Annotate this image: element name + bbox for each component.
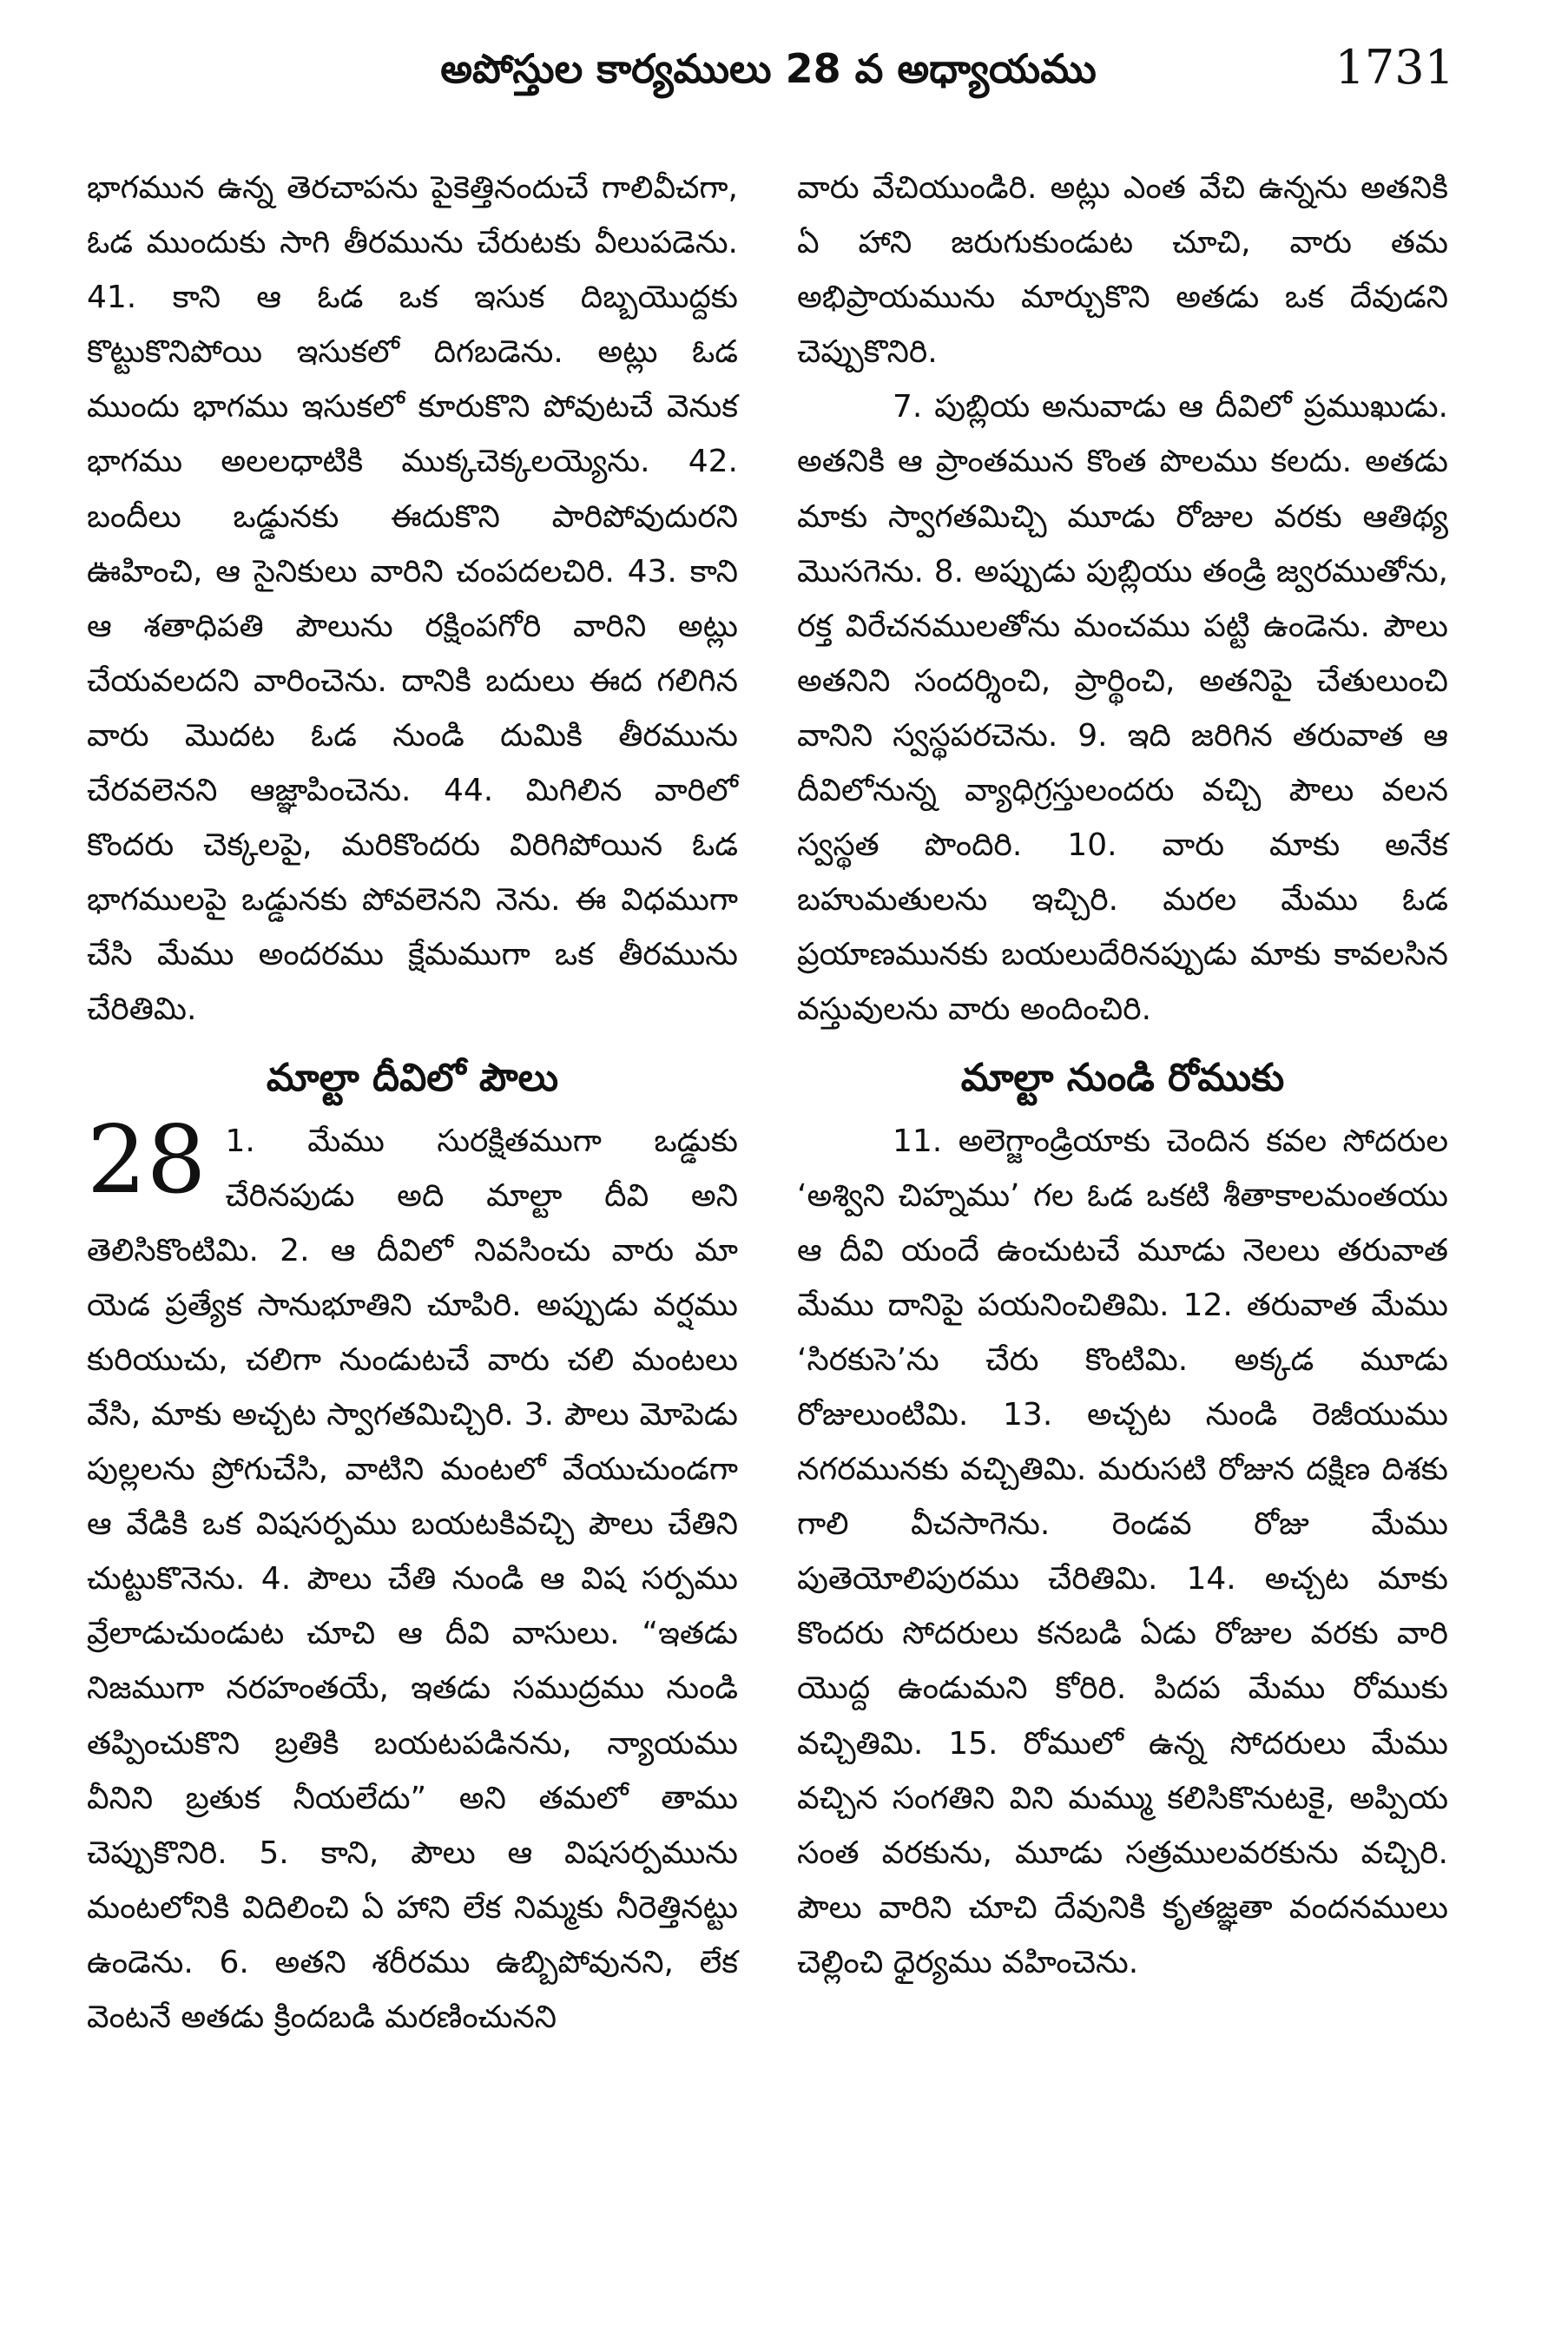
left-column <box>87 161 738 2045</box>
right-column <box>797 161 1448 1990</box>
section-heading-paul-on-malta: మాల్టా దీవిలో పౌలు <box>266 1055 559 1100</box>
paragraph-verses-7-10: 7. పుబ్లియ అనువాడు ఆ దీవిలో ప్రముఖుడు. అతనికి ఆ ప్రాంతమున కొంత పొలము కలదు. అతడు మాకు స్వాగతమిచ్చి మూడు రోజుల వరకు ఆతిథ్య మొసగెను. 8. అప్పుడు పుబ్లియు తండ్రి జ్వరముతోను, రక్త విరేచనములతోను మంచము పట్టి ఉండెను. పౌలు అతనిని సందర్శించి, ప్రార్థించి, అతనిపై చేతులుంచి వానిని స్వస్థపరచెను. 9. ఇది జరిగిన తరువాత ఆ దీవిలోనున్న వ్యాధిగ్రస్తులందరు వచ్చి పౌలు వలన స్వస్థత పొందిరి. 10. వారు మాకు అనేక బహుమతులను ఇచ్చిరి. మరల మేము ఓడ ప్రయాణమునకు బయలుదేరినప్పుడు మాకు కావలసిన వస్తువులను వారు అందించిరి. <box>797 389 1448 1028</box>
paragraph-chapter-28-start <box>87 1105 738 2046</box>
paragraph-verses-40-44: భాగమున ఉన్న తెరచాపను పైకెత్తినందుచే గాలివీచగా, ఓడ ముందుకు సాగి తీరమును చేరుటకు వీలుపడెను. 41. కాని ఆ ఓడ ఒక ఇసుక దిబ్బయొద్దకు కొట్టుకొనిపోయి ఇసుకలో దిగబడెను. అట్లు ఓడ ముందు భాగము ఇసుకలో కూరుకొని పోవుటచే వెనుక భాగము అలలధాటికి ముక్కచెక్కలయ్యెను. 42. బందీలు ఒడ్డునకు ఈదుకొని పారిపోవుదురని ఊహించి, ఆ సైనికులు వారిని చంపదలచిరి. 43. కాని ఆ శతాధిపతి పౌలును రక్షింపగోరి వారిని అట్లు చేయవలదని వారించెను. దానికి బదులు ఈద గలిగిన వారు మొదట ఓడ నుండి దుమికి తీరమును చేరవలెనని ఆజ్ఞాపించెను. 44. మిగిలిన వారిలో కొందరు చెక్కలపై, మరికొందరు విరిగిపోయిన ఓడ భాగములపై ఒడ్డునకు పోవలెనని నెను. ఈ విధముగా చేసి మేము అందరము క్షేమముగా ఒక తీరమును చేరితిమి. <box>87 170 738 1028</box>
paragraph-verses-1-6: 1. మేము సురక్షితముగా ఒడ్డుకు చేరినపుడు అది మాల్టా దీవి అని తెలిసికొంటిమి. 2. ఆ దీవిలో నివసించు వారు మా యెడ ప్రత్యేక సానుభూతిని చూపిరి. అప్పుడు వర్షము కురియుచు, చలిగా నుండుటచే వారు చలి మంటలు వేసి, మాకు అచ్చట స్వాగతమిచ్చిరి. 3. పౌలు మోపెడు పుల్లలను ప్రోగుచేసి, వాటిని మంటలో వేయుచుండగా ఆ వేడికి ఒక విషసర్పము బయటకివచ్చి పౌలు చేతిని చుట్టుకొనెను. 4. పౌలు చేతి నుండి ఆ విష సర్పము వ్రేలాడుచుండుట చూచి ఆ దీవి వాసులు. “ఇతడు నిజముగా నరహంతయే, ఇతడు సముద్రము నుండి తప్పించుకొని బ్రతికి బయటపడినను, న్యాయము వీనిని బ్రతుక నీయలేదు” అని తమలో తాము చెప్పుకొనిరి. 5. కాని, పౌలు ఆ విషసర్పమును మంటలోనికి విదిలించి ఏ హాని లేక నిమ్మకు నీరెత్తినట్టు ఉండెను. 6. అతని శరీరము ఉబ్బిపోవునని, లేక వెంటనే అతడు క్రిందబడి మరణించునని <box>87 1123 738 2035</box>
page-number: 1731 <box>1334 40 1454 95</box>
chapter-number: 28 <box>87 1105 207 1215</box>
section-heading-malta-to-rome: మాల్టా నుండి రోముకు <box>960 1055 1285 1100</box>
running-title: అపోస్తుల కార్యములు 28 వ అధ్యాయము <box>440 45 1097 92</box>
paragraph-verses-11-15: 11. అలెగ్జాండ్రియాకు చెందిన కవల సోదరుల ‘అశ్విని చిహ్నము’ గల ఓడ ఒకటి శీతాకాలమంతయు ఆ దీవి యందే ఉంచుటచే మూడు నెలలు తరువాత మేము దానిపై పయనించితిమి. 12. తరువాత మేము ‘సిరకుసె’ను చేరు కొంటిమి. అక్కడ మూడు రోజులుంటిమి. 13. అచ్చట నుండి రెజీయుము నగరమునకు వచ్చితిమి. మరుసటి రోజున దక్షిణ దిశకు గాలి వీచసాగెను. రెండవ రోజు మేము పుతెయోలిపురము చేరితిమి. 14. అచ్చట మాకు కొందరు సోదరులు కనబడి ఏడు రోజుల వరకు వారి యొద్ద ఉండుమని కోరిరి. పిదప మేము రోముకు వచ్చితిమి. 15. రోములో ఉన్న సోదరులు మేము వచ్చిన సంగతిని విని మమ్ము కలిసికొనుటకై, అప్పియ సంత వరకును, మూడు సత్రములవరకును వచ్చిరి. పౌలు వారిని చూచి దేవునికి కృతజ్ఞతా వందనములు చెల్లించి ధైర్యము వహించెను. <box>797 1123 1448 1980</box>
paragraph-verse-6-cont: వారు వేచియుండిరి. అట్లు ఎంత వేచి ఉన్నను అతనికి ఏ హాని జరుగుకుండుట చూచి, వారు తమ అభిప్రాయమును మార్చుకొని అతడు ఒక దేవుడని చెప్పుకొనిరి. <box>797 170 1448 371</box>
page-header <box>82 35 1454 113</box>
